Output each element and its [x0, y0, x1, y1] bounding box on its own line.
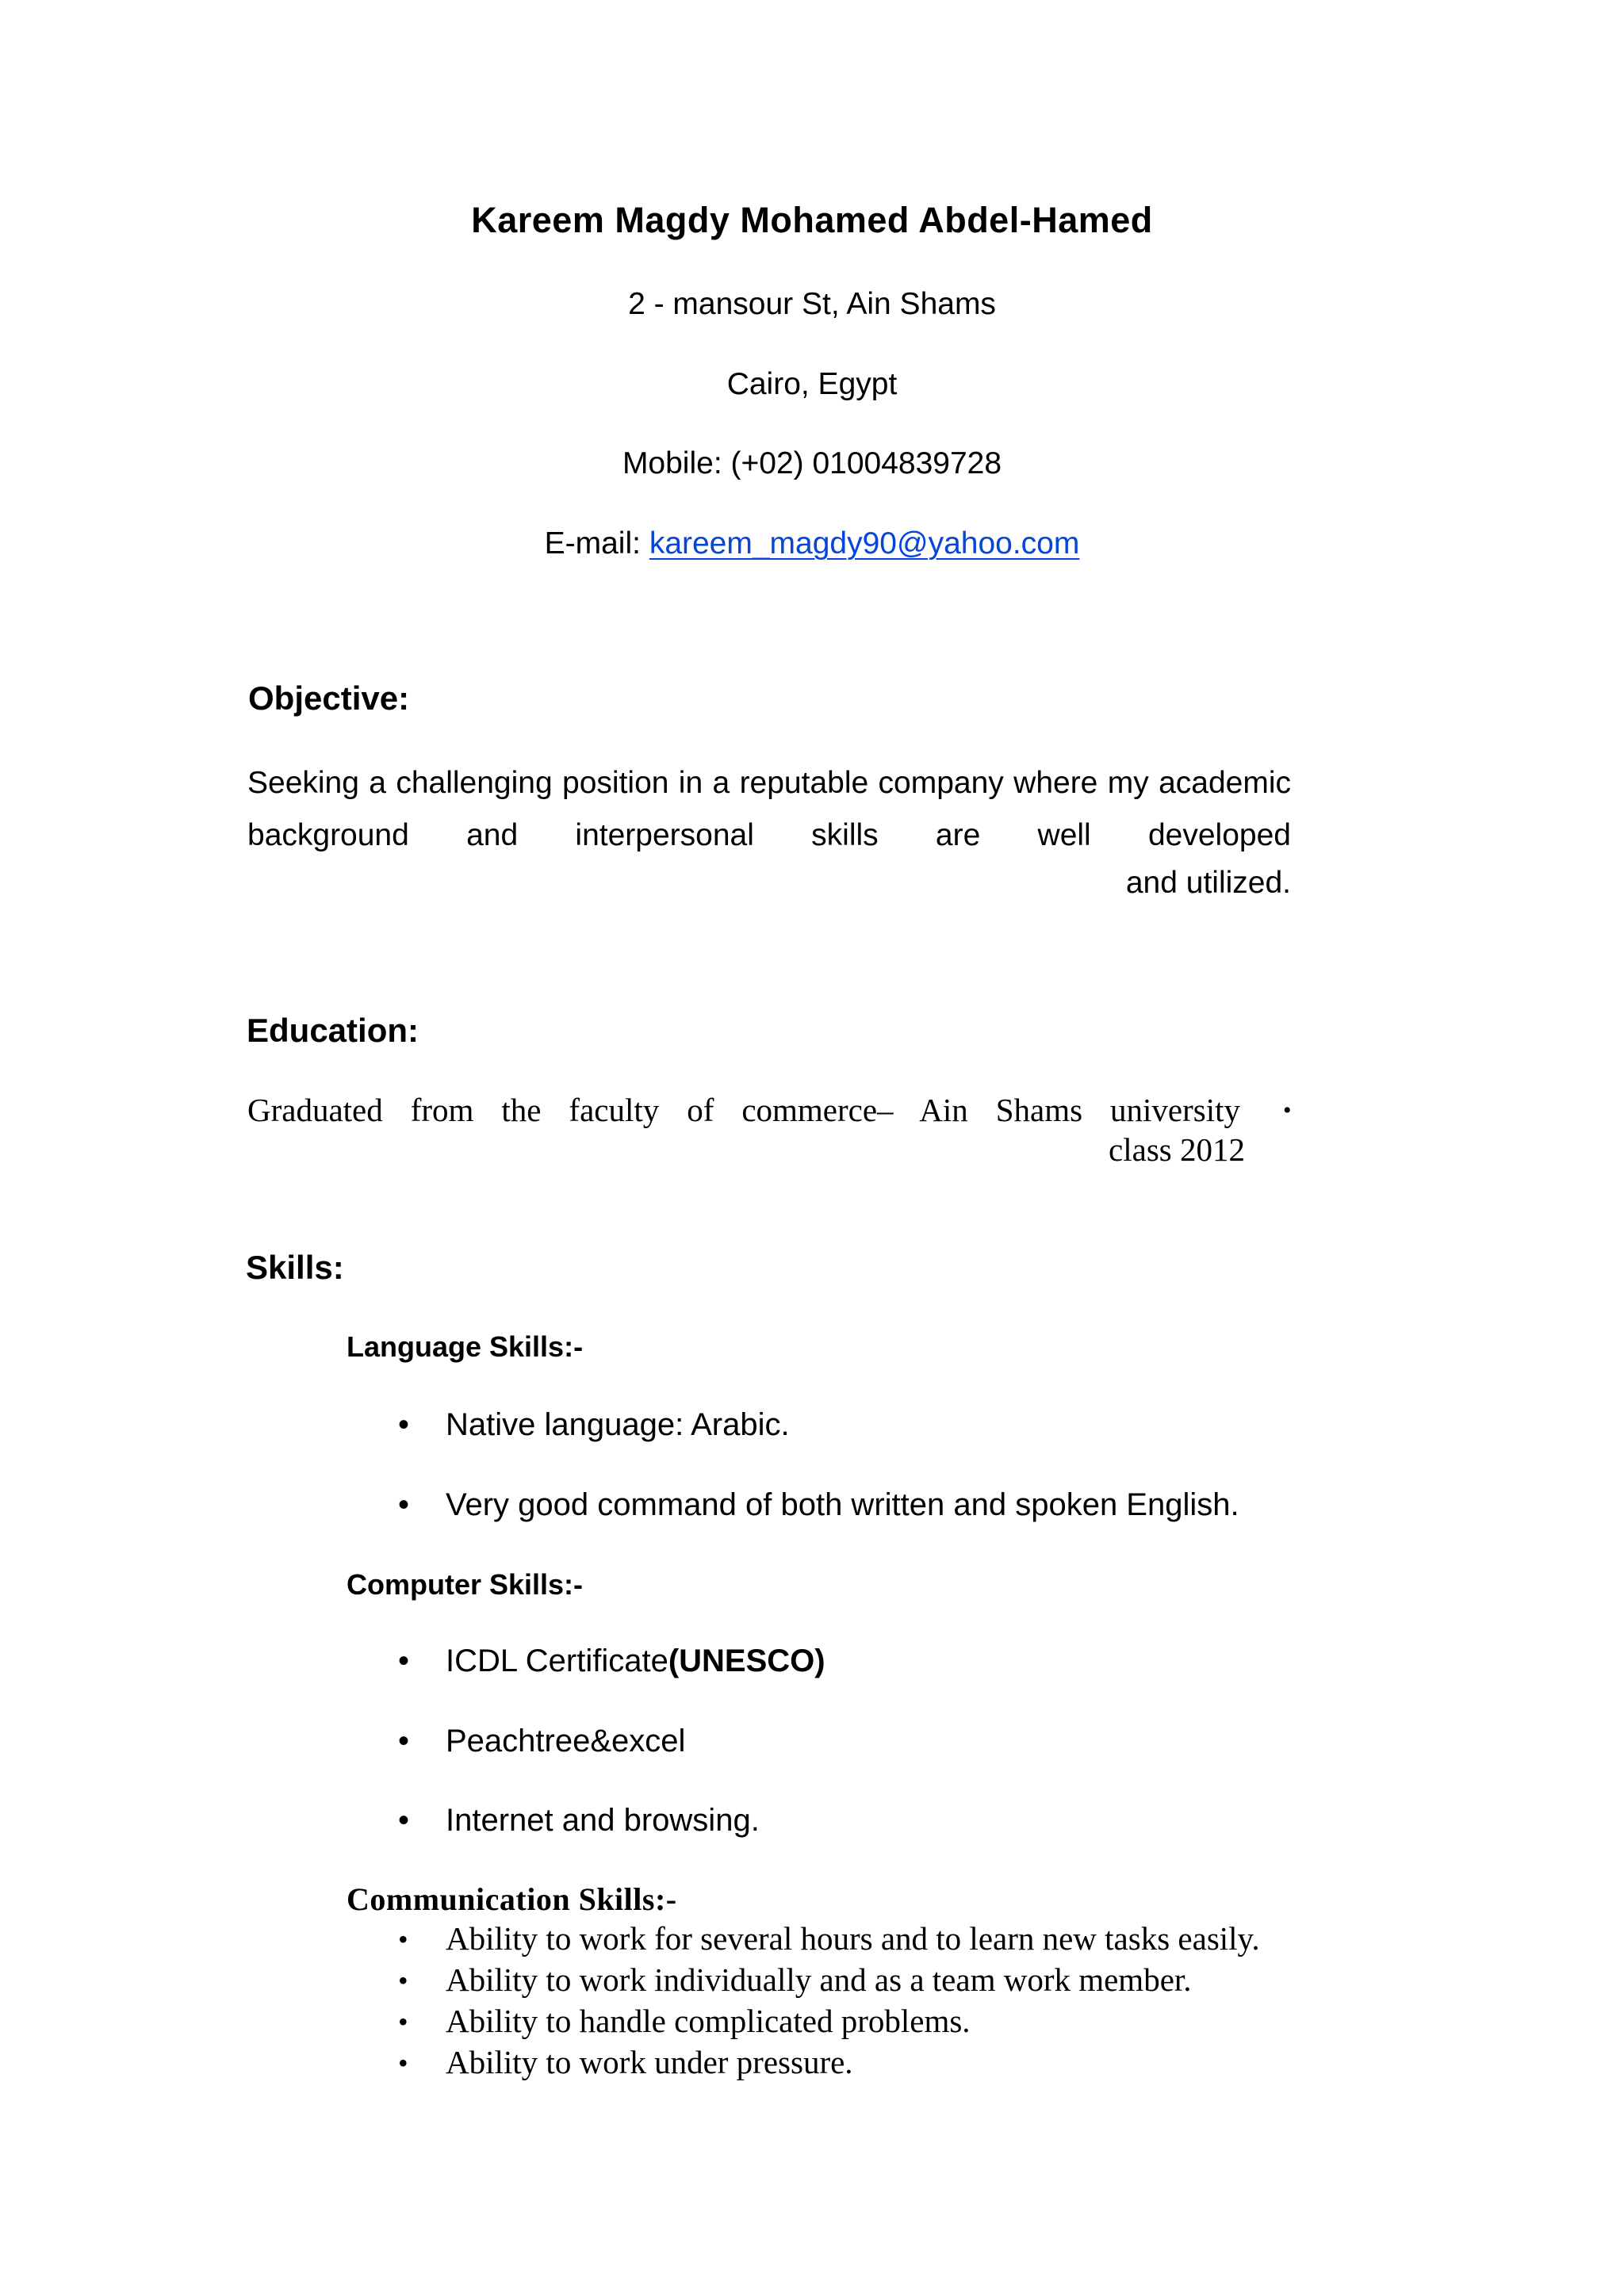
bullet-icon: • — [398, 1965, 408, 1996]
bullet-icon: • — [398, 2006, 408, 2038]
address-line-1: 2 - mansour St, Ain Shams — [628, 287, 996, 321]
language-item: Very good command of both written and spoken English. — [446, 1487, 1239, 1522]
language-item: Native language: Arabic. — [446, 1407, 790, 1442]
communication-item: Ability to handle complicated problems. — [446, 2003, 971, 2039]
computer-skills-heading: Computer Skills:- — [347, 1568, 584, 1601]
resume-name: Kareem Magdy Mohamed Abdel-Hamed — [471, 200, 1153, 240]
computer-item: Internet and browsing. — [446, 1803, 760, 1838]
language-skills-heading: Language Skills:- — [347, 1330, 584, 1363]
bullet-icon: • — [398, 1487, 410, 1522]
skills-heading: Skills: — [246, 1249, 344, 1286]
email-line — [0, 526, 1624, 561]
bullet-icon: • — [398, 1803, 410, 1838]
objective-text-end: and utilized. — [1125, 866, 1291, 900]
communication-item: Ability to work under pressure. — [446, 2044, 853, 2080]
bullet-icon: • — [398, 1644, 410, 1678]
computer-item-bold: (UNESCO) — [668, 1644, 825, 1678]
objective-heading: Objective: — [248, 679, 410, 717]
education-heading: Education: — [247, 1012, 419, 1049]
communication-skills-heading: Communication Skills:- — [347, 1881, 677, 1917]
education-line-2: class 2012 — [1109, 1131, 1245, 1168]
objective-text: Seeking a challenging position in a reputable company where my academic background and interpersonal skills are well developed — [247, 766, 1291, 852]
education-line-1: Graduated from the faculty of commerce– Ain Shams university — [247, 1092, 1240, 1128]
email-label: E-mail: — [544, 526, 649, 561]
computer-item — [446, 1644, 825, 1679]
computer-item-text: ICDL Certificate — [446, 1644, 668, 1678]
bullet-icon: • — [398, 1407, 410, 1442]
computer-item: Peachtree&excel — [446, 1724, 686, 1758]
bullet-icon: • — [398, 1724, 410, 1758]
communication-item: Ability to work individually and as a team work member. — [446, 1961, 1192, 1998]
bullet-icon: • — [398, 2047, 408, 2079]
address-line-2: Cairo, Egypt — [726, 367, 898, 401]
email-link[interactable]: kareem_magdy90@yahoo.com — [649, 526, 1080, 561]
mobile-line: Mobile: (+02) 01004839728 — [622, 446, 1002, 480]
bullet-icon: • — [398, 1923, 408, 1955]
education-bullet: • — [1283, 1097, 1292, 1123]
communication-item: Ability to work for several hours and to learn new tasks easily. — [446, 1920, 1260, 1957]
